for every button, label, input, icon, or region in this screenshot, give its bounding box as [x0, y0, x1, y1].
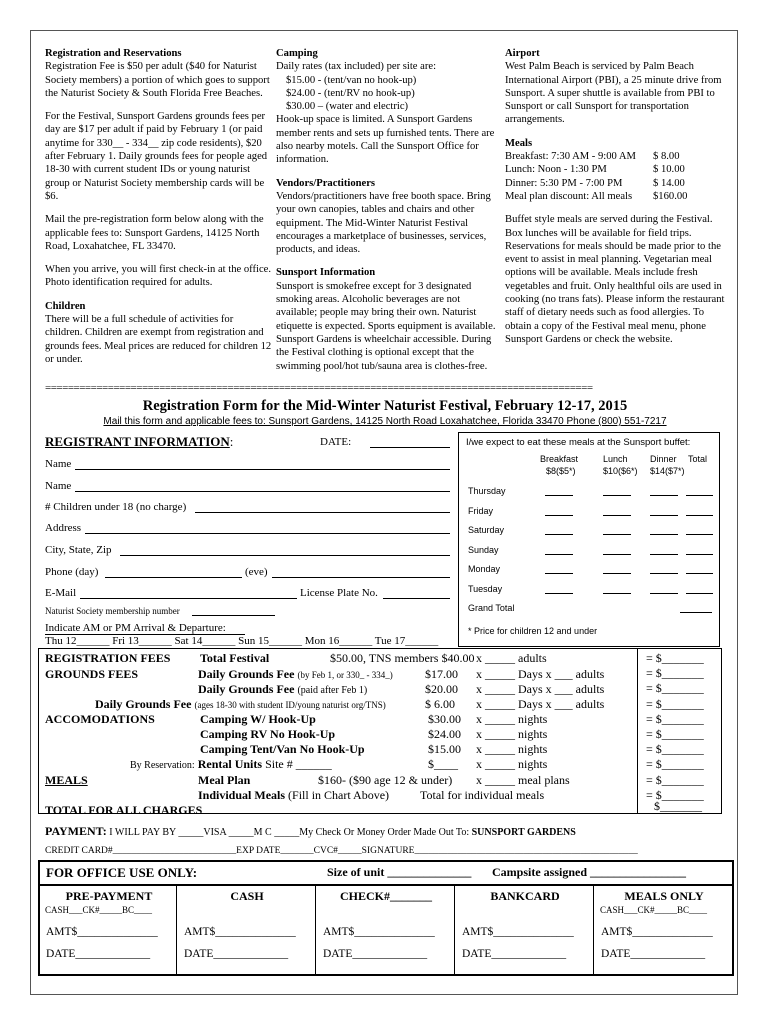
form-subtitle: Mail this form and applicable fees to: Sunsport Gardens, 14125 North Road Loxahatchee, Florida 33470 Phone (800) 551-7217 [103, 416, 667, 427]
total-charges-label: TOTAL FOR ALL CHARGES [45, 803, 203, 817]
meal-count-field[interactable] [686, 554, 713, 555]
children-count-label: # Children under 18 (no charge) [45, 501, 187, 513]
phone-eve-field[interactable] [272, 577, 450, 578]
meal-plan-label: Meal Plan [198, 773, 251, 787]
payment-row: PAYMENT: I WILL PAY BY _____VISA _____M C _____My Check Or Money Order Made Out To: SUNSPORT GARDENS [45, 824, 576, 838]
meals-chart-intro: I/we expect to eat these meals at the Sunsport buffet: [466, 437, 691, 448]
meal-plan-amount: $160- ($90 age 12 & under) [318, 773, 453, 787]
meal-count-field[interactable] [545, 534, 573, 535]
fee-result-field[interactable]: = $_______ [646, 651, 704, 665]
meal-count-field[interactable] [650, 554, 678, 555]
adults-count[interactable]: x _____ adults [476, 651, 547, 665]
meal-count-field[interactable] [545, 573, 573, 574]
hookup-label: Camping W/ Hook-Up [200, 712, 316, 726]
address-field[interactable] [85, 533, 450, 534]
daily-fee-row: Daily Grounds Fee (by Feb 1, or 330_ - 334_) [198, 667, 393, 681]
children-heading: Children [45, 300, 86, 312]
meals-heading: Meals [505, 137, 533, 149]
meal-day-label: Thursday [468, 486, 506, 496]
grand-total-field[interactable] [680, 612, 712, 613]
meal-plan-count[interactable]: x _____ meal plans [476, 773, 570, 787]
office-use-label: FOR OFFICE USE ONLY: [46, 865, 198, 880]
campsite-assigned[interactable]: Campsite assigned ________________ [492, 865, 687, 879]
individual-meals-total: Total for individual meals [420, 788, 545, 802]
rv-nights[interactable]: x _____ nights [476, 727, 548, 741]
office-column-divider [176, 886, 177, 974]
airport-text: West Palm Beach is serviced by Palm Beach International Airport (PBI), a 25 minute drive from Sunsport. A super shuttle is available from PBI to Sunsport or call Sunsport for transportation arrangements. [505, 61, 722, 126]
office-column-divider [315, 886, 316, 974]
office-date-field[interactable]: DATE_____________ [462, 948, 567, 960]
meal-count-field[interactable] [686, 573, 713, 574]
meal-count-field[interactable] [603, 534, 631, 535]
registrant-heading: REGISTRANT INFORMATION: [45, 434, 234, 449]
vendors-heading: Vendors/Practitioners [276, 177, 376, 189]
office-column-title: PRE-PAYMENT [65, 889, 153, 903]
rental-nights[interactable]: x _____ nights [476, 757, 548, 771]
office-column-divider [593, 886, 594, 974]
rental-amount[interactable]: $____ [428, 757, 458, 771]
office-column-sub[interactable]: CASH___CK#_____BC____ [45, 905, 153, 915]
date-label: DATE: [320, 436, 352, 448]
registration-heading: Registration and Reservations [45, 48, 182, 59]
meal-day-label: Monday [468, 564, 501, 574]
arrival-label: Indicate AM or PM Arrival & Departure: [45, 622, 226, 634]
email-field[interactable] [80, 598, 297, 599]
meal-day-label: Friday [468, 505, 494, 516]
meals-fee-label: MEALS [45, 773, 88, 787]
meal-count-field[interactable] [686, 593, 713, 594]
fee-result-field[interactable]: = $_______ [646, 681, 704, 696]
office-column-divider [454, 886, 455, 974]
meal-count-field[interactable] [686, 534, 713, 535]
sunsport-info-heading: Sunsport Information [276, 267, 376, 279]
office-column-title: BANKCARD [490, 889, 560, 903]
arrival-days[interactable]: Thu 12______ Fri 13______ Sat 14______ Sun 15______ Mon 16______ Tue 17______ [45, 635, 439, 647]
fee-result-field[interactable]: = $_______ [646, 742, 704, 757]
fee-result-field[interactable]: = $_______ [646, 787, 704, 802]
meals-text: Buffet style meals are served during the Festival. Box lunches will be available for field trips. Reservations for meals should be made prior to the event to assist in meal planning. Vegetarian meal options will be available. Meals include fresh vegetables and fruit. Only healthful oils are used in cooking (no trans fats). Please inform the restaurant staff of dietary needs such as food allergies. To obtain a copy of the Festival meal menu, phone Sunsport Gardens or check the website. [505, 214, 725, 345]
office-date-field[interactable]: DATE_____________ [184, 948, 289, 960]
meal-count-field[interactable] [603, 593, 631, 594]
arrive-text: When you arrive, you will first check-in at the office. Photo identification required for adults. [45, 264, 272, 289]
meal-count-field[interactable] [545, 515, 573, 516]
ns-membership-field[interactable] [192, 615, 275, 616]
tent-amount: $15.00 [428, 742, 461, 756]
info-column-middle [276, 47, 498, 373]
fee-result-field[interactable]: = $_______ [646, 696, 704, 711]
daily-fee-amount: $17.00 [425, 667, 458, 681]
hookup-amount: $30.00 [428, 712, 461, 726]
camping-intro: Daily rates (tax included) per site are: [276, 61, 437, 73]
meal-count-field[interactable] [545, 554, 573, 555]
meal-time-row: Meal plan discount: All meals $160.00 [505, 190, 688, 202]
camping-heading: Camping [276, 48, 318, 59]
camping-rate: $24.00 - (tent/RV no hook-up) [286, 87, 415, 99]
name-label: Name [45, 480, 72, 492]
meal-day-label: Sunday [468, 544, 499, 555]
days-adults[interactable]: x _____ Days x ___ adults [476, 667, 605, 681]
daily-young-amount: $ 6.00 [425, 697, 455, 711]
office-amount-field[interactable]: AMT$______________ [323, 926, 435, 938]
meal-count-field[interactable] [686, 515, 713, 516]
rv-amount: $24.00 [428, 727, 461, 741]
name-field-2[interactable] [75, 491, 450, 492]
sunsport-info-text: Sunsport is smokefree except for 3 designated smoking areas. Alcoholic beverages are not available; people may bring their own. Naturist etiquette is expected. Sports equipment is available. Sunsport Gardens is wheelchair accessible. During the Festival clothing is optional except that the swimming pool/hot tub/sauna area is clothes-free. [276, 280, 496, 372]
camping-rate: $30.00 – (water and electric) [286, 101, 409, 113]
phone-day-label: Phone (day) [45, 566, 99, 578]
children-price-note: * Price for children 12 and under [468, 626, 598, 636]
days-adults[interactable]: x _____ Days x ___ adults [476, 682, 605, 696]
office-date-field[interactable]: DATE_____________ [601, 948, 706, 960]
office-date-field[interactable]: DATE_____________ [323, 948, 428, 960]
grounds-fees-label: GROUNDS FEES [45, 667, 139, 681]
meal-count-field[interactable] [603, 515, 631, 516]
meal-time-row: Lunch: Noon - 1:30 PM $ 10.00 [505, 164, 685, 176]
name-field[interactable] [75, 469, 450, 470]
tent-label: Camping Tent/Van No Hook-Up [200, 742, 365, 756]
office-column-sub[interactable]: CASH___CK#_____BC____ [600, 905, 708, 915]
office-date-field[interactable]: DATE_____________ [46, 948, 151, 960]
meal-count-field[interactable] [650, 573, 678, 574]
credit-card-line[interactable]: CREDIT CARD#__________________________EXP DATE_______CVC#_____SIGNATURE_______________________________________________ [45, 846, 638, 856]
dinner-header: Dinner [650, 454, 677, 464]
meal-time-row: Dinner: 5:30 PM - 7:00 PM $ 14.00 [505, 177, 685, 189]
meal-count-field[interactable] [603, 554, 631, 555]
dinner-price: $14($7*) [650, 466, 685, 476]
individual-meals-row: Individual Meals (Fill in Chart Above) [198, 788, 390, 802]
info-column-left [45, 47, 273, 366]
plate-label: License Plate No. [300, 587, 378, 599]
meal-count-field[interactable] [603, 495, 631, 496]
total-festival-label: Total Festival [200, 651, 270, 665]
mail-text: Mail the pre-registration form below along with the applicable fees to: Sunsport Gardens, 14125 North Road, Loxahatchee, FL 33470. [45, 214, 264, 252]
festival-fees-text: For the Festival, Sunsport Gardens grounds fees per day are $17 per adult if paid by February 1 (or paid anytime for 330__ - 334__ zip code residents), $20 after February 1. Daily grounds fees for people aged 18-30 with current student IDs or young naturist group or Naturist Society membership cards will be $6. [45, 111, 268, 202]
meal-count-field[interactable] [650, 534, 678, 535]
total-result-field[interactable]: $_______ [654, 799, 702, 813]
camping-rate: $15.00 - (tent/van no hook-up) [286, 74, 417, 86]
meal-count-field[interactable] [650, 593, 678, 594]
rental-row: By Reservation: Rental Units Site # ______ [130, 757, 332, 771]
total-header: Total [688, 454, 708, 464]
daily-after-row: Daily Grounds Fee (paid after Feb 1) [198, 682, 368, 696]
ns-membership-label: Naturist Society membership number [45, 606, 180, 616]
lunch-header: Lunch [603, 454, 628, 464]
children-text: There will be a full schedule of activities for children. Children are exempt from registration and grounds fees. Meal prices are reduced for children 12 or under. [45, 314, 272, 365]
accommodations-label: ACCOMODATIONS [45, 712, 155, 726]
fee-result-field[interactable]: = $_______ [646, 757, 704, 772]
plate-field[interactable] [383, 598, 450, 599]
grand-total-label: Grand Total [468, 603, 515, 613]
fee-result-field[interactable]: = $_______ [646, 772, 704, 787]
meal-count-field[interactable] [686, 495, 713, 496]
airport-heading: Airport [505, 48, 540, 59]
city-label: City, State, Zip [45, 544, 112, 556]
meal-count-field[interactable] [603, 573, 631, 574]
registration-fees-label: REGISTRATION FEES [45, 651, 171, 665]
email-label: E-Mail [45, 587, 77, 599]
office-amount-field[interactable]: AMT$______________ [184, 926, 296, 938]
office-column-title: MEALS ONLY [624, 889, 704, 903]
meal-time-row: Breakfast: 7:30 AM - 9:00 AM $ 8.00 [505, 151, 680, 163]
breakfast-price: $8($5*) [546, 466, 576, 476]
form-title: Registration Form for the Mid-Winter Naturist Festival, February 12-17, 2015 [142, 398, 628, 414]
separator: ================================================================================================ [45, 384, 593, 392]
days-adults[interactable]: x _____ Days x ___ adults [476, 697, 605, 711]
total-festival-amount: $50.00, TNS members $40.00 [330, 651, 475, 665]
info-column-right [505, 47, 727, 346]
meals-chart-box [458, 432, 720, 647]
phone-day-field[interactable] [105, 577, 242, 578]
address-label: Address [45, 522, 82, 534]
lunch-price: $10($6*) [603, 466, 638, 476]
office-amount-field[interactable]: AMT$______________ [46, 926, 158, 938]
office-divider [38, 884, 734, 886]
fee-result-field[interactable]: = $_______ [646, 711, 704, 726]
fee-result-field[interactable]: = $_______ [646, 727, 704, 741]
fee-result-field[interactable]: = $_______ [646, 666, 704, 681]
meal-count-field[interactable] [650, 515, 678, 516]
tent-nights[interactable]: x _____ nights [476, 742, 548, 756]
children-count-field[interactable] [195, 512, 450, 513]
registration-text: Registration Fee is $50 per adult ($40 for Naturist Society members) a portion of which goes to support the Naturist Society & South Florida Free Beaches. [45, 61, 270, 99]
camping-text: Hook-up space is limited. A Sunsport Gardens member rents and sets up furnished tents. There are also nearby motels. Call the Sunsport Office for information. [276, 114, 495, 166]
meal-day-label: Tuesday [468, 583, 503, 594]
rv-label: Camping RV No Hook-Up [200, 727, 336, 741]
meal-day-label: Saturday [468, 525, 505, 535]
breakfast-header: Breakfast [540, 454, 579, 464]
daily-after-amount: $20.00 [425, 682, 458, 696]
date-field[interactable] [370, 447, 450, 448]
phone-eve-label: (eve) [245, 566, 268, 578]
hookup-nights[interactable]: x _____ nights [476, 712, 548, 726]
meal-count-field[interactable] [545, 495, 573, 496]
office-column-title: CHECK#_______ [339, 889, 432, 903]
name-label: Name [45, 458, 72, 470]
office-amount-field[interactable]: AMT$______________ [462, 926, 574, 938]
meal-count-field[interactable] [650, 495, 678, 496]
city-field[interactable] [120, 555, 450, 556]
office-column-title: CASH [230, 889, 264, 903]
fees-divider [637, 648, 638, 814]
office-amount-field[interactable]: AMT$______________ [601, 926, 713, 938]
daily-young-row: Daily Grounds Fee (ages 18-30 with student ID/young naturist org/TNS) [95, 697, 386, 711]
meal-count-field[interactable] [545, 593, 573, 594]
vendors-text: Vendors/practitioners have free booth space. Bring your own canopies, tables and chairs and other equipment. The Mid-Winter Naturist Festival encourages a marketplace of businesses, services, products, and ideas. [276, 190, 491, 256]
size-of-unit[interactable]: Size of unit ______________ [327, 865, 472, 879]
